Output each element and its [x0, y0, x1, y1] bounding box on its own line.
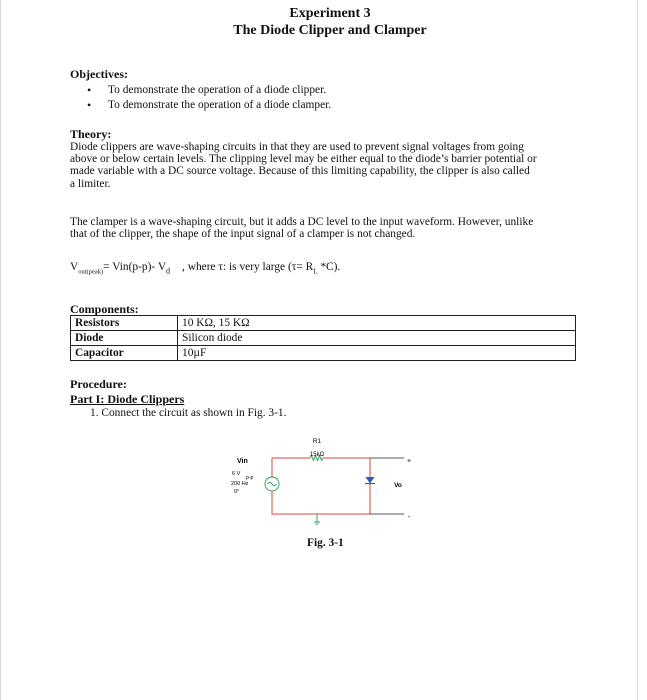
output-minus: -: [408, 514, 411, 521]
table-row: [71, 346, 576, 361]
component-value: 10µF: [178, 346, 576, 361]
formula-sub-l: L: [313, 267, 318, 276]
table-row: [71, 316, 576, 331]
experiment-number: Experiment 3: [289, 6, 371, 21]
bullet-icon: •: [87, 98, 92, 112]
objective-text: To demonstrate the operation of a diode clamper.: [108, 99, 332, 111]
component-value: Silicon diode: [178, 331, 576, 346]
source-amplitude: 6 V: [232, 471, 241, 477]
component-value: 10 KΩ, 15 KΩ: [178, 316, 576, 331]
component-name: Capacitor: [71, 346, 178, 361]
output-label: Vo: [394, 482, 402, 489]
theory-paragraph-2: [70, 216, 600, 240]
procedure-heading: Procedure:: [70, 377, 127, 391]
table-row: [71, 331, 576, 346]
source-frequency: 200 Hz: [231, 481, 249, 487]
text-line: The clamper is a wave-shaping circuit, but it adds a DC level to the input waveform. However, unlike: [70, 216, 534, 228]
output-plus: +: [407, 458, 412, 465]
circuit-wires: [272, 458, 370, 514]
procedure-step: 1. Connect the circuit as shown in Fig. 3-1.: [90, 407, 287, 419]
objective-item: [87, 98, 332, 112]
source-label: Vin: [237, 458, 248, 465]
part-heading: Part I: Diode Clippers: [70, 392, 185, 406]
formula-sub-out: out(peak): [78, 268, 104, 276]
bullet-icon: •: [87, 83, 92, 97]
component-name: Diode: [71, 331, 178, 346]
source-phase: 0°: [234, 489, 240, 495]
resistor-value: 15kΩ: [309, 452, 325, 458]
component-name: Resistors: [71, 316, 178, 331]
diode-icon: [366, 477, 375, 484]
figure-caption: Fig. 3-1: [307, 537, 344, 549]
theory-heading: Theory:: [70, 127, 112, 141]
formula-condition: , where τ: is very large (τ= R: [182, 261, 314, 273]
components-heading: Components:: [70, 302, 139, 316]
text-line: that of the clipper, the shape of the input signal of a clamper is not changed.: [70, 228, 416, 241]
page-edge-left: [0, 0, 1, 700]
text-line: Diode clippers are wave-shaping circuits in that they are used to prevent signal voltages from going: [70, 141, 524, 153]
source-amplitude-unit: p-p: [246, 475, 254, 481]
formula-v: V: [70, 261, 79, 273]
objectives-heading: Objectives:: [70, 67, 128, 81]
resistor-label: R1: [312, 438, 322, 445]
text-line: above or below certain levels. The clipping level may be either equal to the diode’s barrier potential or: [70, 153, 537, 166]
page-edge-right: [637, 0, 638, 700]
formula-sub-d: d: [166, 266, 171, 276]
text-line: a limiter.: [70, 177, 111, 190]
components-table: [70, 315, 576, 361]
objective-item: [87, 83, 327, 97]
page-title: The Diode Clipper and Clamper: [233, 23, 427, 38]
formula: [70, 261, 340, 278]
circuit-diagram: [220, 430, 420, 530]
objective-text: To demonstrate the operation of a diode clipper.: [108, 84, 327, 96]
formula-tail: *C).: [317, 261, 341, 273]
theory-paragraph-1: [70, 141, 600, 190]
text-line: made variable with a DC source voltage. Because of this limiting capability, the clipper is also called: [70, 165, 530, 178]
formula-rhs: = Vin(p-p)- V: [103, 261, 167, 273]
ground-icon: [314, 514, 320, 524]
